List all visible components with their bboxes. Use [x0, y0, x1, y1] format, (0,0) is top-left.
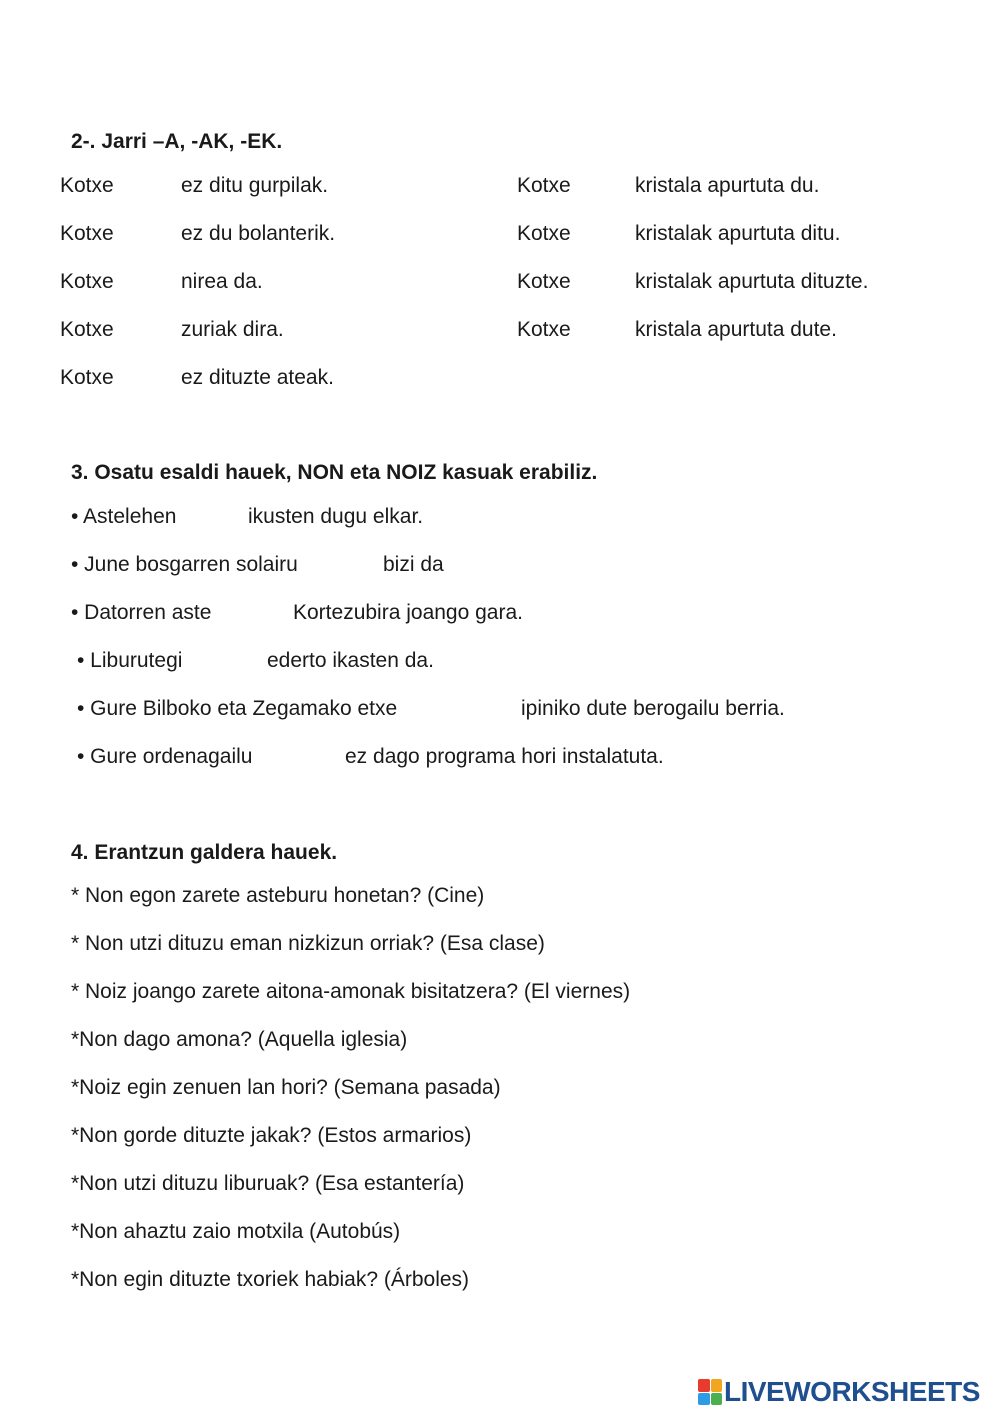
- logo-mark-icon: [698, 1379, 722, 1405]
- question-7: *Non utzi dituzu liburuak? (Esa estantería): [71, 1172, 465, 1195]
- list-item-5-prefix: • Gure Bilboko eta Zegamako etxe: [77, 697, 398, 720]
- right-row-1-word: Kotxe: [517, 174, 571, 197]
- left-row-1-text: ez ditu gurpilak.: [181, 174, 329, 197]
- list-item-3-prefix: • Datorren aste: [71, 601, 212, 624]
- left-row-3-word: Kotxe: [60, 270, 114, 293]
- logo-mark-square-4: [711, 1393, 723, 1406]
- question-1: * Non egon zarete asteburu honetan? (Cine): [71, 884, 485, 907]
- list-item-6-suffix: ez dago programa hori instalatuta.: [345, 745, 664, 768]
- logo-mark-square-1: [698, 1379, 710, 1392]
- left-row-5-word: Kotxe: [60, 366, 114, 389]
- list-item-1-prefix: • Astelehen: [71, 505, 177, 528]
- right-row-4-text: kristala apurtuta dute.: [635, 318, 837, 341]
- left-row-1-word: Kotxe: [60, 174, 114, 197]
- left-row-2-word: Kotxe: [60, 222, 114, 245]
- list-item-2-suffix: bizi da: [383, 553, 444, 576]
- section3-heading: 3. Osatu esaldi hauek, NON eta NOIZ kasuak erabiliz.: [71, 461, 598, 484]
- left-row-4-text: zuriak dira.: [181, 318, 284, 341]
- list-item-2-prefix: • June bosgarren solairu: [71, 553, 298, 576]
- right-row-2-text: kristalak apurtuta ditu.: [635, 222, 841, 245]
- question-3: * Noiz joango zarete aitona-amonak bisitatzera? (El viernes): [71, 980, 631, 1003]
- section4-heading: 4. Erantzun galdera hauek.: [71, 841, 338, 864]
- list-item-3-suffix: Kortezubira joango gara.: [293, 601, 523, 624]
- logo-text: LIVEWORKSHEETS: [724, 1376, 980, 1407]
- list-item-6-prefix: • Gure ordenagailu: [77, 745, 253, 768]
- question-8: *Non ahaztu zaio motxila (Autobús): [71, 1220, 401, 1243]
- question-6: *Non gorde dituzte jakak? (Estos armarios): [71, 1124, 472, 1147]
- list-item-5-suffix: ipiniko dute berogailu berria.: [521, 697, 785, 720]
- left-row-2-text: ez du bolanterik.: [181, 222, 336, 245]
- left-row-3-text: nirea da.: [181, 270, 263, 293]
- logo-mark-square-2: [711, 1379, 723, 1392]
- list-item-4-prefix: • Liburutegi: [77, 649, 183, 672]
- list-item-4-suffix: ederto ikasten da.: [267, 649, 434, 672]
- right-row-1-text: kristala apurtuta du.: [635, 174, 820, 197]
- section2-heading: 2-. Jarri –A, -AK, -EK.: [71, 130, 283, 153]
- left-row-4-word: Kotxe: [60, 318, 114, 341]
- liveworksheets-logo[interactable]: [698, 1378, 980, 1406]
- question-9: *Non egin dituzte txoriek habiak? (Árboles): [71, 1268, 470, 1291]
- question-5: *Noiz egin zenuen lan hori? (Semana pasada): [71, 1076, 501, 1099]
- list-item-1-suffix: ikusten dugu elkar.: [248, 505, 424, 528]
- logo-mark-square-3: [698, 1393, 710, 1406]
- right-row-3-word: Kotxe: [517, 270, 571, 293]
- right-row-4-word: Kotxe: [517, 318, 571, 341]
- right-row-2-word: Kotxe: [517, 222, 571, 245]
- question-4: *Non dago amona? (Aquella iglesia): [71, 1028, 408, 1051]
- left-row-5-text: ez dituzte ateak.: [181, 366, 334, 389]
- right-row-3-text: kristalak apurtuta dituzte.: [635, 270, 869, 293]
- question-2: * Non utzi dituzu eman nizkizun orriak? (Esa clase): [71, 932, 545, 955]
